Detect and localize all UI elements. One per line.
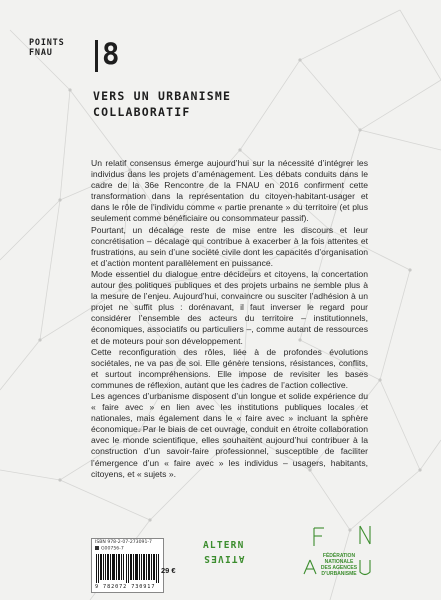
fnau-fed-line-1: FÉDÉRATION xyxy=(322,553,356,559)
price-label: 29 € xyxy=(161,566,176,575)
paragraph: Pourtant, un décalage reste de mise entre les discours et leur concrétisation – décalage qui contribue à exacerber à la fois attentes et frustrations, au sein d’une société civile dont les capacités d’organisation et d’action montent parallèlement en puissance. xyxy=(91,224,368,268)
barcode-digits: 9 782072 730917 xyxy=(95,584,156,590)
product-code-text: G00756-7 xyxy=(101,546,124,552)
barcode-icon xyxy=(96,554,159,583)
publisher-logo xyxy=(203,540,245,564)
book-title xyxy=(93,88,231,120)
vertical-divider xyxy=(95,40,98,72)
paragraph: Les agences d’urbanisme disposent d’un longue et solide expérience du « faire avec » en lien avec les institutions publiques locales et nationales, mais également dans le « faire avec » incluant la sphère économique. Par le biais de cet ouvrage, conduit en étroite collaboration avec le monde scientifique, elles souhaitent aujourd’hui contribuer à la construction d’un savoir-faire professionnel, susceptible de faciliter l’émergence d’un « faire avec » les individus – usagers, habitants, citoyens, et « sujets ». xyxy=(91,390,368,479)
fnau-fed-line-2: NATIONALE xyxy=(324,559,354,565)
back-cover-text xyxy=(91,158,368,480)
paragraph: Mode essentiel du dialogue entre décideurs et citoyens, la concertation autour des politiques publiques et des projets urbains ne semble plus à la mesure de l’enjeu. Aujourd’hui, convaincre ou susciter l’adhésion à un projet ne suffit plus : dorénavant, il faut inverser le regard pour considérer l’ensemble des acteurs du territoire – institutionnels, économiques, associatifs ou particuliers –, comme autant de ressources et de moteurs pour son développement. xyxy=(91,268,368,346)
fnau-federation-name xyxy=(300,553,378,577)
product-code xyxy=(95,546,124,553)
paragraph: Un relatif consensus émerge aujourd’hui sur la nécessité d’intégrer les individus dans les projets d’aménagement. Les débats conduits dans le cadre de la 36e Rencontre de la FNAU en 2016 confirment cette transformation dans la représentation du citoyen-habitant-usager et dans le rôle de l’individu comme « partie prenante » du territoire (et plus seulement comme bénéficiaire ou consommateur passif). xyxy=(91,158,368,224)
publisher-logo-line-1: ALTERN xyxy=(203,540,245,551)
series-line-points: POINTS xyxy=(29,38,65,48)
paragraph: Cette reconfiguration des rôles, liée à de profondes évolutions sociétales, ne va pas de soi. Elle génère tensions, résistances, conflits, et surtout incompréhensions. Elle impose de revisiter les bases communes de réflexion, autant que les cadres de l’action collective. xyxy=(91,346,368,390)
title-line-1: VERS UN URBANISME xyxy=(93,89,232,103)
title-line-2: COLLABORATIF xyxy=(93,105,191,119)
volume-number: 8 xyxy=(102,37,120,71)
series-name xyxy=(29,38,65,58)
code-mark-icon xyxy=(95,546,99,550)
fnau-fed-line-4: D’URBANISME xyxy=(321,571,357,577)
publisher-logo-line-2: ATIVES xyxy=(203,553,245,564)
fnau-fed-line-3: DES AGENCES xyxy=(320,565,358,571)
isbn-label: ISBN 978-2-07-273091-7 xyxy=(95,540,152,545)
barcode-block xyxy=(91,538,164,593)
series-line-fnau: FNAU xyxy=(29,48,53,58)
